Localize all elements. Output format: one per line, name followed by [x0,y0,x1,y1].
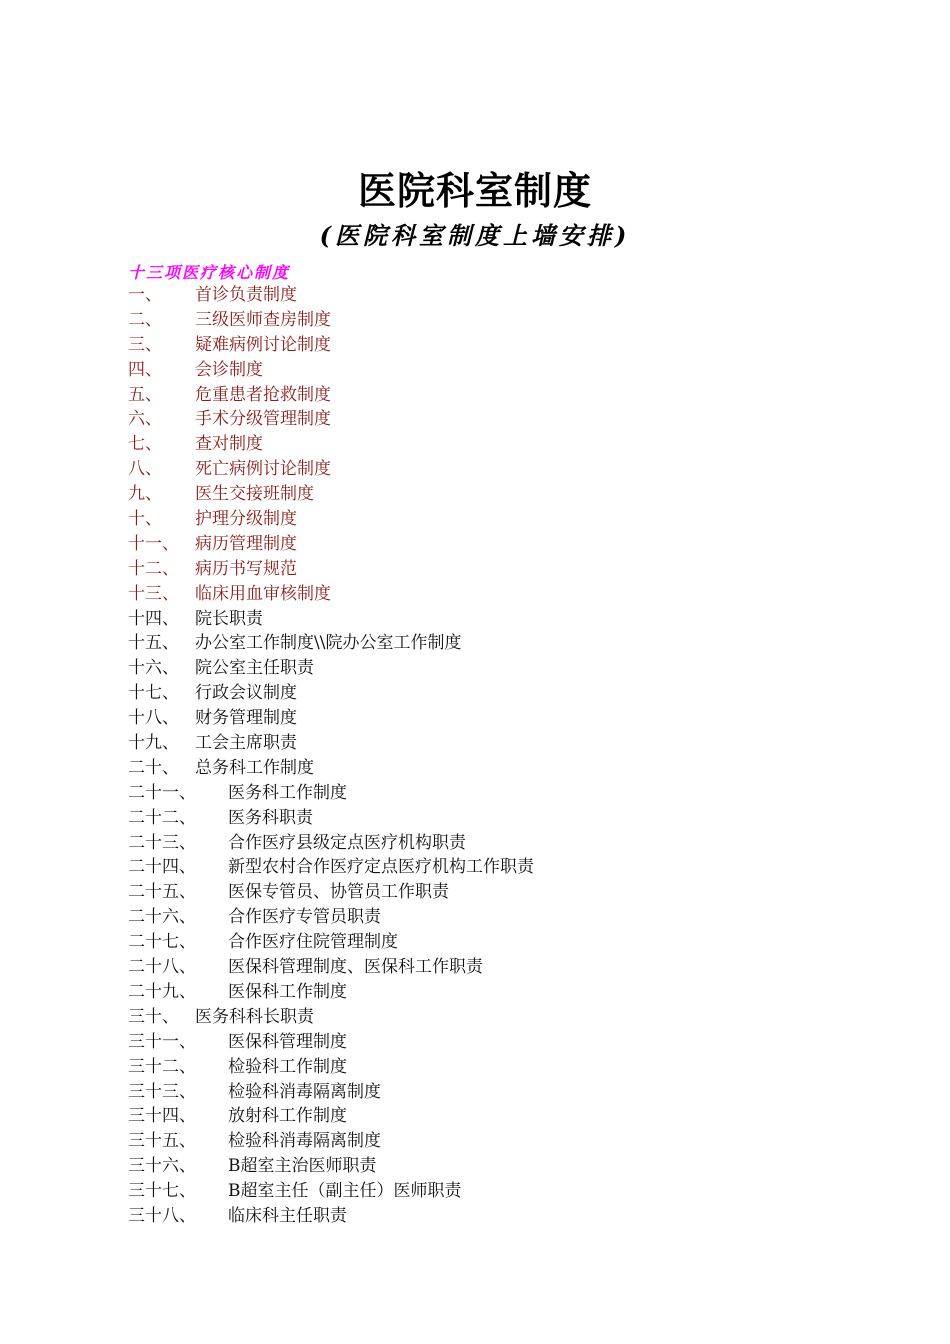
list-item-number: 三十八、 [128,1205,196,1226]
list-item-number: 八、 [128,459,162,480]
list-item-text: 医保专管员、协管员工作职责 [228,882,449,903]
list-item-text: 总务科工作制度 [195,757,314,778]
list-item-number: 六、 [128,409,162,430]
list-item-text: 合作医疗专管员职责 [228,907,381,928]
list-item [128,582,908,607]
list-item [128,781,908,806]
list-item [128,557,908,582]
list-item-text: B超室主任（副主任）医师职责 [228,1181,462,1202]
list-item-number: 十二、 [128,558,179,579]
list-item-number: 十八、 [128,708,179,729]
list-item [128,955,908,980]
list-item-number: 九、 [128,484,162,505]
list-item [128,283,908,308]
list-item [128,358,908,383]
list-item-number: 十、 [128,509,162,530]
list-item-number: 一、 [128,285,162,305]
list-item [128,1129,908,1154]
list-item [128,855,908,880]
list-item-number: 十六、 [128,658,179,679]
list-item [128,1005,908,1030]
list-item-text: 病历书写规范 [195,558,297,579]
list-item-text: 手术分级管理制度 [195,409,331,430]
list-item [128,656,908,681]
list-item-text: 首诊负责制度 [195,285,297,305]
list-item-text: 死亡病例讨论制度 [195,459,331,480]
list-item-text: 病历管理制度 [195,533,297,554]
list-item [128,1204,908,1229]
document-title: 医院科室制度 [357,169,592,213]
list-item-text: 行政会议制度 [195,683,297,704]
list-item-number: 二十九、 [128,981,196,1002]
list-item [128,831,908,856]
list-item [128,905,908,930]
list-item-number: 二十五、 [128,882,196,903]
list-item [128,631,908,656]
list-item-number: 三十三、 [128,1081,196,1102]
list-item-number: 七、 [128,434,162,455]
list-item-text: 医生交接班制度 [195,484,314,505]
list-item-number: 十四、 [128,608,179,629]
list-item [128,980,908,1005]
list-item [128,383,908,408]
list-item [128,482,908,507]
list-item [128,457,908,482]
list-item-text: 医保科管理制度 [228,1031,347,1052]
section-title: 十三项医疗核心制度 [128,263,291,282]
list-item-text: 放射科工作制度 [228,1106,347,1127]
list-item [128,731,908,756]
list-item-number: 三十二、 [128,1056,196,1077]
list-item-text: 危重患者抢救制度 [195,384,331,405]
list-item-text: 医务科职责 [228,807,313,828]
list-item-text: 会诊制度 [195,359,263,380]
list-item [128,1030,908,1055]
list-item-number: 十七、 [128,683,179,704]
list-item-number: 二、 [128,309,162,330]
list-item [128,806,908,831]
list-item-text: 院长职责 [195,608,263,629]
list-item-number: 三十一、 [128,1031,196,1052]
list-item-number: 三十六、 [128,1156,196,1177]
list-item-text: 检验科消毒隔离制度 [228,1081,381,1102]
list-item-text: 院公室主任职责 [195,658,314,679]
list-item [128,930,908,955]
list-item [128,1179,908,1204]
list-item-number: 三、 [128,334,162,355]
list-item-number: 三十、 [128,1006,179,1027]
list-item [128,308,908,333]
list-item-text: 临床科主任职责 [228,1205,347,1226]
list-item-number: 五、 [128,384,162,405]
list-item [128,607,908,632]
list-item-number: 二十三、 [128,832,196,853]
list-item-text: 合作医疗县级定点医疗机构职责 [228,832,466,853]
list-item [128,756,908,781]
list-item-number: 三十七、 [128,1181,196,1202]
list-item-text: 新型农村合作医疗定点医疗机构工作职责 [228,857,534,878]
list-item-text: 疑难病例讨论制度 [195,334,331,355]
list-item-number: 三十五、 [128,1131,196,1152]
list-item-text: 医保科管理制度、医保科工作职责 [228,957,483,978]
list-item-text: 检验科消毒隔离制度 [228,1131,381,1152]
document-subtitle: (医院科室制度上墙安排) [319,221,631,250]
list-item-text: 办公室工作制度\\院办公室工作制度 [195,633,462,654]
list-item [128,681,908,706]
list-item [128,532,908,557]
list-item-text: B超室主治医师职责 [228,1156,377,1177]
list-item-number: 三十四、 [128,1106,196,1127]
list-item-text: 工会主席职责 [195,733,297,754]
list-item [128,507,908,532]
list-item [128,1080,908,1105]
list-item-text: 查对制度 [195,434,263,455]
list-item [128,1104,908,1129]
list-item-text: 临床用血审核制度 [195,583,331,604]
list-item-number: 二十七、 [128,932,196,953]
list-item [128,706,908,731]
list-item-number: 二十六、 [128,907,196,928]
list-item-number: 十五、 [128,633,179,654]
list-item [128,880,908,905]
list-item-text: 医务科工作制度 [228,782,347,803]
list-item [128,1055,908,1080]
list-item-text: 财务管理制度 [195,708,297,729]
list-item [128,407,908,432]
list-item [128,333,908,358]
list-item [128,1154,908,1179]
list-item [128,432,908,457]
regulation-list [128,283,908,1229]
list-item-number: 二十一、 [128,782,196,803]
list-item-text: 合作医疗住院管理制度 [228,932,398,953]
list-item-number: 二十、 [128,757,179,778]
list-item-number: 四、 [128,359,162,380]
list-item-number: 二十四、 [128,857,196,878]
list-item-text: 医保科工作制度 [228,981,347,1002]
list-item-text: 医务科科长职责 [195,1006,314,1027]
list-item-number: 十一、 [128,533,179,554]
list-item-number: 十三、 [128,583,179,604]
list-item-number: 二十八、 [128,957,196,978]
list-item-text: 检验科工作制度 [228,1056,347,1077]
list-item-text: 护理分级制度 [195,509,297,530]
list-item-number: 二十二、 [128,807,196,828]
list-item-number: 十九、 [128,733,179,754]
list-item-text: 三级医师查房制度 [195,309,331,330]
